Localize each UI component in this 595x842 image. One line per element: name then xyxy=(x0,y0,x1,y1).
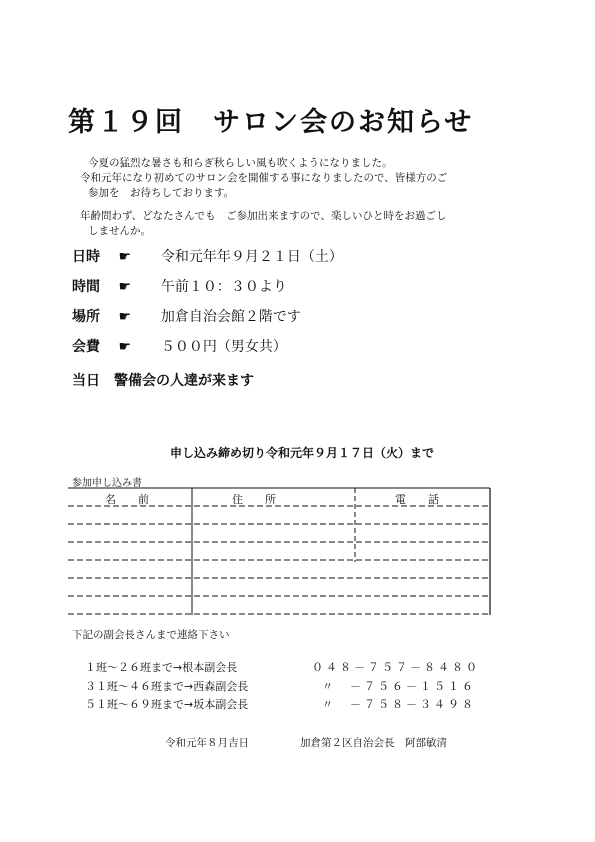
intro-line: 今夏の猛烈な暑さも和らぎ秋らしい風も吹くようになりました。 xyxy=(88,157,393,169)
pointing-hand-icon: ☛ xyxy=(118,339,132,355)
intro-line: 年齢問わず、どなたさんでも ご参加出来ますので、楽しいひと時をお過ごし xyxy=(80,210,447,222)
pointing-hand-icon: ☛ xyxy=(118,279,132,295)
form-title: 参加申し込み書 xyxy=(72,478,142,489)
info-value: 午前１０：３０より xyxy=(160,279,287,295)
info-label: 日時 xyxy=(72,249,100,265)
contact-phone: ０４８－７５７－８４８０ xyxy=(312,661,480,674)
info-value: ５００円（男女共） xyxy=(160,339,287,355)
form-header-address: 住 所 xyxy=(232,493,276,506)
contact-name: １班～２６班まで→根本副会長 xyxy=(85,661,238,674)
issue-date: 令和元年８月吉日 xyxy=(165,737,249,749)
intro-line: しませんか。 xyxy=(88,225,151,237)
pointing-hand-icon: ☛ xyxy=(118,249,132,265)
info-value: 令和元年年９月２１日（土） xyxy=(160,249,343,265)
contact-name: ３１班～４６班まで→西森副会長 xyxy=(85,680,249,693)
contact-phone: 〃 －７５６－１５１６ xyxy=(322,680,476,693)
form-header-phone: 電 話 xyxy=(395,493,439,506)
intro-line: 令和元年になり初めてのサロン会を開催する事になりましたので、皆様方のご xyxy=(80,172,448,184)
intro-line: 参加を お待ちしております。 xyxy=(88,187,235,199)
info-label: 時間 xyxy=(72,279,100,295)
info-label: 会費 xyxy=(72,339,100,355)
info-label: 場所 xyxy=(72,309,100,325)
contact-name: ５１班～６９班まで→坂本副会長 xyxy=(85,698,249,711)
form-header-name: 名 前 xyxy=(105,493,149,506)
page-title: 第１９回 サロン会のお知らせ xyxy=(68,107,474,138)
info-value: 加倉自治会館２階です xyxy=(160,309,301,325)
notice-text: 当日 警備会の人達が来ます xyxy=(72,373,254,389)
deadline-text: 申し込み締め切り令和元年９月１７日（火）まで xyxy=(170,446,435,460)
contact-phone: 〃 －７５８－３４９８ xyxy=(322,698,476,711)
contact-note: 下記の副会長さんまで連絡下さい xyxy=(72,629,230,641)
pointing-hand-icon: ☛ xyxy=(118,309,132,325)
signature: 加倉第２区自治会長 阿部敏清 xyxy=(300,737,447,749)
